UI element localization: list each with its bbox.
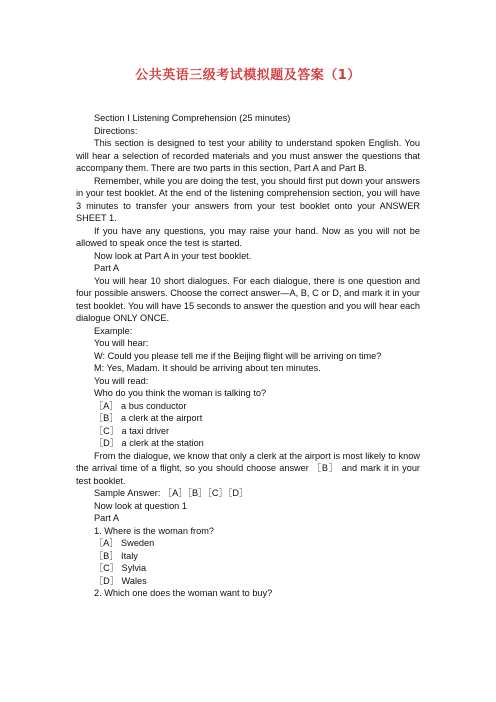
q1-option-a: ［A］ Sweden [94,538,155,548]
paragraph-remember: Remember, while you are doing the test, you should first put down your answers in your test booklet. At the end of the listening comprehension section, you will have 3 minutes to transfer your answers from your test booklet onto your ANSWER SHEET 1. [76,175,420,223]
question-2: 2. Which one does the woman want to buy? [94,588,273,598]
sample-answer: Sample Answer: ［A］［B］［C］［D］ [94,488,249,498]
paragraph-intro: This section is designed to test your ability to understand spoken English. You will hear a selection of recorded materials and you must answer the questions that accompany them. There are two parts in this section, Part A and Part B. [76,138,420,173]
paragraph-part-a-instructions: You will hear 10 short dialogues. For each dialogue, there is one question and four possible answers. Choose the correct answer—A, B, C or D, and mark it in your test booklet. You will have 15 seconds to answer the question and you will hear each dialogue ONLY ONCE. [76,275,420,323]
example-option-b: ［B］ a clerk at the airport [94,413,203,423]
paragraph-look-part-a: Now look at Part A in your test booklet. [94,250,252,261]
paragraph-explanation: From the dialogue, we know that only a clerk at the airport is most likely to know the arrival time of a flight, so you should choose answer ［B］ and mark it in your test booklet. [76,450,420,486]
paragraph-questions: If you have any questions, you may raise your hand. Now as you will not be allowed to speak once the test is started. [76,225,420,248]
q1-option-b: ［B］ Italy [94,550,138,561]
dialogue-woman-line: W: Could you please tell me if the Beijing flight will be arriving on time? [94,350,382,361]
dialogue-man-line: M: Yes, Madam. It should be arriving about ten minutes. [94,363,321,373]
q1-option-c: ［C］ Sylvia [94,563,147,573]
example-option-a: ［A］ a bus conductor [94,400,187,411]
document-body [76,112,420,600]
now-look-question-1: Now look at question 1 [94,500,187,511]
part-a-heading-2: Part A [94,513,120,523]
directions-label: Directions: [94,125,138,136]
you-will-read-label: You will read: [94,375,149,386]
example-label: Example: [94,325,133,336]
question-1: 1. Where is the woman from? [94,525,214,536]
example-option-c: ［C］ a taxi driver [94,425,170,436]
example-option-d: ［D］ a clerk at the station [94,438,204,448]
section-heading: Section Ⅰ Listening Comprehension (25 minutes) [94,113,291,123]
part-a-heading: Part A [94,263,120,273]
you-will-hear-label: You will hear: [94,338,149,348]
example-question: Who do you think the woman is talking to? [94,388,267,398]
q1-option-d: ［D］ Wales [94,575,147,586]
document-title: 公共英语三级考试模拟题及答案（1） [135,68,361,83]
